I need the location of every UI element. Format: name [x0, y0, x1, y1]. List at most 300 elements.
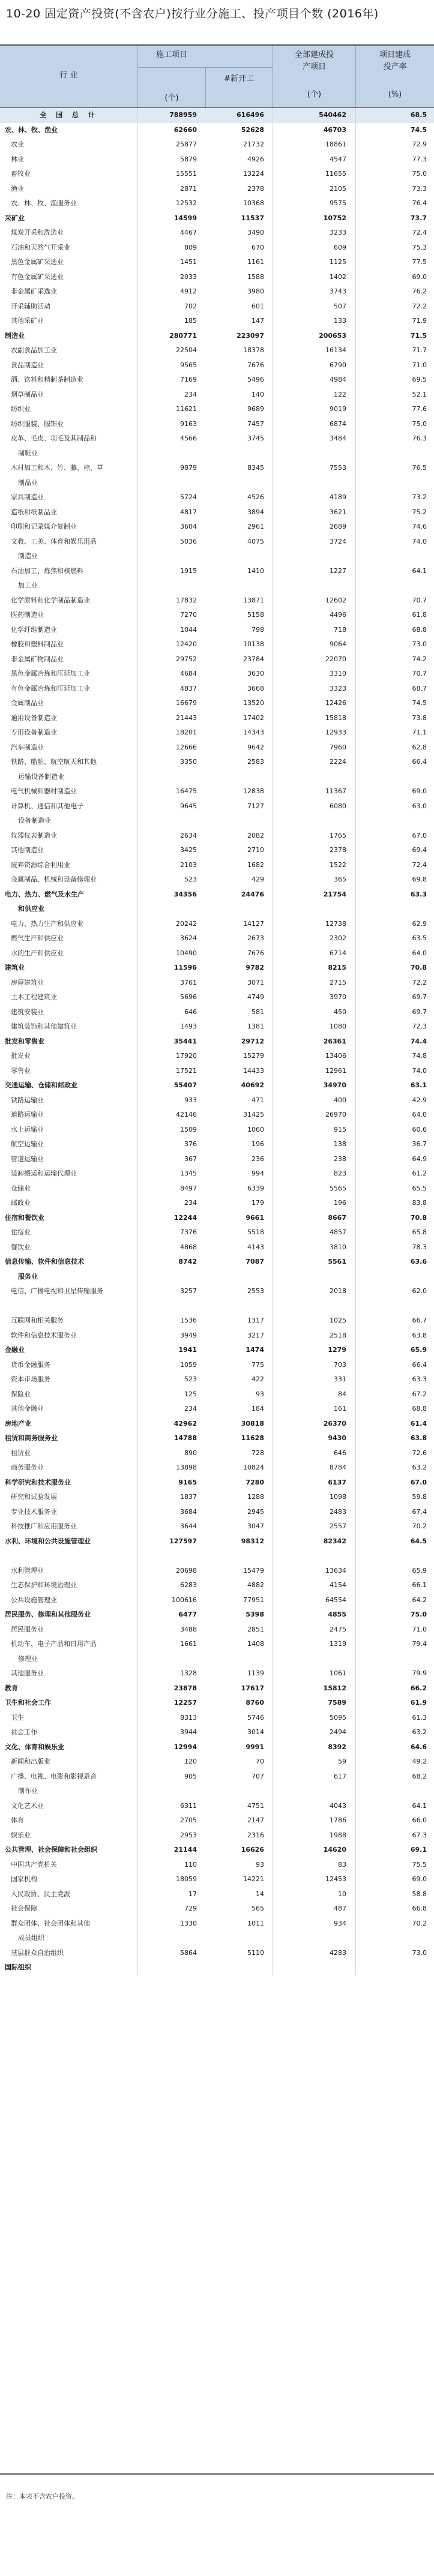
table-row	[0, 946, 434, 961]
table-row	[0, 1519, 434, 1534]
completion-rate-cell: 79.9	[412, 1669, 427, 1677]
completed-cell: 617	[334, 1772, 346, 1780]
table-row	[0, 123, 434, 138]
total-projects-cell: 809	[184, 243, 197, 251]
industry-name: 住宿和餐饮业	[5, 1213, 44, 1222]
industry-name: 林业	[11, 155, 24, 163]
newly-started-cell: 5496	[247, 376, 264, 383]
completion-rate-cell: 69.1	[410, 1846, 427, 1854]
industry-name: 木材加工和木、竹、藤、棕、草	[11, 464, 103, 472]
newly-started-cell: 93	[256, 1860, 264, 1869]
table-row	[0, 829, 434, 844]
table-row	[0, 196, 434, 211]
industry-name: 货币金融服务	[11, 1360, 50, 1369]
header-rate-label: 项目建成投产率	[379, 50, 411, 71]
industry-name: 其他服务业	[11, 1669, 44, 1677]
industry-name: 畜牧业	[11, 170, 31, 178]
newly-started-cell: 77951	[243, 1596, 264, 1604]
newly-started-cell: 2316	[247, 1831, 264, 1839]
completed-cell: 12933	[325, 728, 346, 736]
total-projects-cell: 1837	[180, 1493, 197, 1501]
table-row	[0, 799, 434, 814]
newly-started-cell: 23784	[243, 655, 264, 663]
completion-rate-cell: 66.7	[412, 1317, 427, 1324]
table-row	[0, 505, 434, 520]
industry-name: 仪器仪表制造业	[11, 831, 57, 839]
table-row	[0, 1637, 434, 1652]
newly-started-cell: 17402	[243, 713, 264, 722]
completed-cell: 200653	[319, 331, 346, 340]
industry-name: 电力、热力生产和供应业	[11, 919, 83, 928]
table-row	[0, 1299, 434, 1314]
total-projects-cell: 4868	[180, 1243, 197, 1251]
table-row	[0, 270, 434, 285]
completed-cell: 12602	[325, 596, 346, 604]
total-projects-cell: 8742	[178, 1258, 197, 1265]
completed-cell: 2689	[330, 523, 346, 530]
completion-rate-cell: 63.5	[412, 934, 427, 942]
newly-started-cell: 5110	[247, 1948, 264, 1957]
completion-rate-cell: 61.2	[412, 1169, 427, 1177]
table-header	[0, 46, 434, 108]
table-row	[0, 1402, 434, 1417]
completed-cell: 540462	[319, 111, 346, 119]
table-row	[0, 211, 434, 226]
completed-cell: 4043	[330, 1801, 346, 1810]
completed-cell: 450	[334, 1007, 346, 1016]
table-row	[0, 1166, 434, 1181]
table-row	[0, 358, 434, 373]
total-projects-cell: 1044	[180, 625, 197, 634]
total-projects-cell: 20242	[176, 919, 197, 928]
completed-cell: 3810	[330, 1243, 346, 1251]
completed-cell: 4154	[330, 1581, 346, 1589]
newly-started-cell: 4926	[247, 155, 264, 163]
table-row	[0, 1505, 434, 1520]
industry-name: 装卸搬运和运输代理业	[11, 1169, 77, 1177]
completed-cell: 16134	[325, 346, 346, 354]
completion-rate-cell: 64.9	[412, 1154, 427, 1163]
completion-rate-cell: 66.2	[410, 1684, 427, 1692]
total-projects-cell: 4684	[180, 670, 197, 677]
table-row	[0, 1446, 434, 1461]
table-row	[0, 388, 434, 403]
newly-started-cell: 70	[256, 1758, 264, 1765]
table-row	[0, 1711, 434, 1726]
completion-rate-cell: 71.9	[412, 317, 427, 325]
newly-started-cell: 1060	[247, 1125, 264, 1133]
table-row	[0, 1123, 434, 1138]
total-projects-cell: 12244	[173, 1213, 197, 1222]
table-row	[0, 535, 434, 550]
table-row	[0, 1314, 434, 1329]
total-projects-cell: 3644	[180, 1522, 197, 1530]
newly-started-cell: 2553	[247, 1287, 264, 1295]
total-projects-cell: 234	[184, 390, 197, 398]
completion-rate-cell: 74.2	[412, 655, 427, 663]
completion-rate-cell: 71.1	[412, 728, 427, 736]
completed-cell: 2224	[330, 758, 346, 766]
completion-rate-cell: 63.3	[410, 890, 427, 898]
total-projects-cell: 100616	[172, 1596, 197, 1604]
newly-started-cell: 4075	[247, 537, 264, 545]
total-projects-cell: 9879	[180, 464, 197, 472]
table-row	[0, 1593, 434, 1608]
completion-rate-cell: 69.7	[412, 1007, 427, 1016]
newly-started-cell: 3490	[247, 229, 264, 236]
table-row	[0, 1578, 434, 1593]
completion-rate-cell: 74.4	[410, 1037, 427, 1045]
completion-rate-cell: 65.8	[412, 1228, 427, 1236]
industry-name: 居民服务业	[11, 1625, 44, 1633]
completed-cell: 12453	[325, 1875, 346, 1883]
newly-started-cell: 10368	[243, 199, 264, 207]
newly-started-cell: 4749	[247, 993, 264, 1001]
newly-started-cell: 565	[252, 1905, 264, 1912]
newly-started-cell: 3630	[247, 670, 264, 677]
completion-rate-cell: 72.4	[412, 229, 427, 236]
newly-started-cell: 4143	[247, 1243, 264, 1251]
table-row	[0, 108, 434, 123]
table-row	[0, 1034, 434, 1049]
newly-started-cell: 10824	[243, 1464, 264, 1471]
industry-name: 批发和零售业	[5, 1037, 44, 1045]
newly-started-cell: 9642	[247, 743, 264, 751]
industry-name: 专用设备制造业	[11, 728, 57, 736]
completion-rate-cell: 71.0	[412, 1625, 427, 1633]
industry-name: 信息传输、软件和信息技术	[5, 1258, 84, 1265]
industry-name: 制造业	[5, 331, 25, 340]
header-completion-rate	[356, 46, 434, 111]
industry-name: 加工业	[18, 581, 38, 589]
industry-name: 其他金融业	[11, 1405, 44, 1413]
newly-started-cell: 3980	[247, 287, 264, 295]
industry-name: 广播、电视、电影和影视录音	[11, 1772, 97, 1780]
completed-cell: 2302	[330, 934, 346, 942]
completion-rate-cell: 63.2	[412, 1464, 427, 1471]
completed-cell: 3310	[330, 670, 346, 677]
total-projects-cell: 729	[184, 1905, 197, 1912]
table-row	[0, 1019, 434, 1034]
completion-rate-cell: 69.8	[412, 875, 427, 883]
total-projects-cell: 1536	[180, 1317, 197, 1324]
completion-rate-cell: 36.7	[412, 1140, 427, 1148]
completion-rate-cell: 73.8	[412, 713, 427, 722]
table-row	[0, 1240, 434, 1255]
table-row	[0, 1225, 434, 1240]
newly-started-cell: 3668	[247, 684, 264, 692]
newly-started-cell: 707	[252, 1772, 264, 1780]
total-projects-cell: 1941	[178, 1346, 197, 1354]
completed-cell: 400	[334, 1096, 346, 1104]
newly-started-cell: 9991	[246, 1743, 264, 1751]
completion-rate-cell: 63.3	[412, 1375, 427, 1383]
newly-started-cell: 196	[252, 1140, 264, 1148]
completed-cell: 133	[334, 317, 346, 325]
completed-cell: 1988	[330, 1831, 346, 1839]
total-projects-cell: 2953	[180, 1831, 197, 1839]
completion-rate-cell: 63.0	[412, 802, 427, 810]
table-row	[0, 1872, 434, 1887]
completed-cell: 487	[334, 1905, 346, 1912]
table-row	[0, 1784, 434, 1799]
completed-cell: 59	[338, 1758, 346, 1765]
newly-started-cell: 12838	[243, 787, 264, 795]
newly-started-cell: 616496	[237, 111, 264, 119]
industry-name: 科技推广和应用服务业	[11, 1522, 77, 1530]
completed-cell: 13634	[325, 1566, 346, 1575]
table-row	[0, 1770, 434, 1785]
newly-started-cell: 179	[252, 1199, 264, 1207]
completion-rate-cell: 77.6	[412, 405, 427, 413]
completion-rate-cell: 71.5	[410, 331, 427, 340]
completion-rate-cell: 75.3	[412, 243, 427, 251]
newly-started-cell: 93	[256, 1390, 264, 1398]
newly-started-cell: 728	[252, 1449, 264, 1457]
completion-rate-cell: 76.3	[412, 434, 427, 442]
completed-cell: 4189	[330, 493, 346, 501]
total-projects-cell: 3684	[180, 1507, 197, 1516]
industry-name: 修理业	[18, 1654, 38, 1663]
newly-started-cell: 9782	[246, 964, 264, 971]
total-projects-cell: 7169	[180, 376, 197, 383]
table-row	[0, 843, 434, 858]
completed-cell: 238	[334, 1154, 346, 1163]
table-row	[0, 1343, 434, 1358]
newly-started-cell: 422	[252, 1375, 264, 1383]
newly-started-cell: 1139	[247, 1669, 264, 1677]
completion-rate-cell: 58.8	[412, 1890, 427, 1898]
completed-cell: 8215	[328, 964, 346, 971]
newly-started-cell: 5158	[247, 611, 264, 619]
industry-name: 纺织业	[11, 405, 31, 413]
table-row	[0, 1461, 434, 1476]
completed-cell: 2518	[330, 1331, 346, 1339]
industry-name: 造纸和纸制品业	[11, 508, 57, 516]
industry-name: 土木工程建筑业	[11, 993, 57, 1001]
newly-started-cell: 16626	[241, 1846, 264, 1854]
industry-name: 有色金属冶炼和压延加工业	[11, 684, 90, 692]
newly-started-cell: 11628	[241, 1434, 264, 1442]
industry-name: 生态保护和环境治理业	[11, 1581, 77, 1589]
completion-rate-cell: 70.2	[412, 1522, 427, 1530]
table-row	[0, 1696, 434, 1711]
completion-rate-cell: 63.8	[410, 1434, 427, 1442]
total-projects-cell: 2033	[180, 272, 197, 281]
total-projects-cell: 125	[184, 1390, 197, 1398]
total-projects-cell: 4912	[180, 287, 197, 295]
table-row	[0, 1725, 434, 1740]
industry-name: 水利、环境和公共设施管理业	[5, 1537, 91, 1545]
completed-cell: 9064	[330, 640, 346, 648]
newly-started-cell: 6339	[247, 1184, 264, 1192]
table-row	[0, 314, 434, 329]
newly-started-cell: 7127	[247, 802, 264, 810]
completed-cell: 18861	[325, 140, 346, 148]
completed-cell: 15818	[325, 713, 346, 722]
total-projects-cell: 1451	[180, 258, 197, 266]
completion-rate-cell: 65.9	[410, 1346, 427, 1354]
completion-rate-cell: 65.5	[412, 1184, 427, 1192]
completed-cell: 6080	[330, 802, 346, 810]
newly-started-cell: 5746	[247, 1713, 264, 1722]
completion-rate-cell: 59.8	[412, 1493, 427, 1501]
total-projects-cell: 5864	[180, 1948, 197, 1957]
total-projects-cell: 3944	[180, 1728, 197, 1736]
completed-cell: 4283	[330, 1948, 346, 1957]
newly-started-cell: 2851	[247, 1625, 264, 1633]
newly-started-cell: 8760	[246, 1699, 264, 1707]
table-row	[0, 1181, 434, 1196]
total-projects-cell: 1059	[180, 1360, 197, 1369]
newly-started-cell: 4526	[247, 493, 264, 501]
completion-rate-cell: 61.9	[410, 1699, 427, 1707]
total-projects-cell: 523	[184, 875, 197, 883]
table-row	[0, 1137, 434, 1152]
completion-rate-cell: 67.4	[412, 1507, 427, 1516]
table-row	[0, 167, 434, 182]
completion-rate-cell: 66.8	[412, 1905, 427, 1912]
table-row	[0, 402, 434, 417]
newly-started-cell: 147	[252, 317, 264, 325]
newly-started-cell: 14433	[243, 1066, 264, 1075]
industry-name: 金属制品、机械和设备修理业	[11, 875, 97, 883]
completed-cell: 10	[338, 1890, 346, 1898]
total-projects-cell: 9645	[180, 802, 197, 810]
total-projects-cell: 1328	[180, 1669, 197, 1677]
table-row	[0, 1623, 434, 1638]
completion-rate-cell: 70.7	[412, 596, 427, 604]
newly-started-cell: 471	[252, 1096, 264, 1104]
newly-started-cell: 7676	[247, 361, 264, 369]
table-row	[0, 858, 434, 873]
table-row	[0, 902, 434, 917]
completed-cell: 6137	[328, 1478, 346, 1486]
table-row	[0, 1902, 434, 1917]
completion-rate-cell: 63.8	[412, 1331, 427, 1339]
total-projects-cell: 12994	[173, 1743, 197, 1751]
completed-cell: 9430	[328, 1434, 346, 1442]
completed-cell: 331	[334, 1375, 346, 1383]
completed-cell: 718	[334, 625, 346, 634]
industry-name: 水上运输业	[11, 1125, 44, 1133]
industry-name: 制作业	[18, 1787, 38, 1795]
industry-name: 娱乐业	[11, 1831, 31, 1839]
completion-rate-cell: 62.9	[412, 919, 427, 928]
newly-started-cell: 9661	[246, 1213, 264, 1222]
completed-cell: 1080	[330, 1022, 346, 1030]
total-projects-cell: 17	[188, 1890, 197, 1898]
newly-started-cell: 11537	[241, 214, 264, 222]
industry-name: 保险业	[11, 1390, 31, 1398]
completion-rate-cell: 65.9	[412, 1566, 427, 1575]
industry-name: 租赁和商务服务业	[5, 1434, 58, 1442]
industry-name: 煤炭开采和洗选业	[11, 229, 64, 236]
newly-started-cell: 1317	[247, 1317, 264, 1324]
completion-rate-cell: 76.5	[412, 464, 427, 472]
table-row	[0, 1608, 434, 1623]
total-projects-cell: 8497	[180, 1184, 197, 1192]
industry-name: 道路运输业	[11, 1111, 44, 1118]
table-row	[0, 1431, 434, 1446]
industry-name: 石油加工、炼焦和核燃料	[11, 566, 83, 575]
completion-rate-cell: 71.0	[412, 361, 427, 369]
page-title: 10-20 固定资产投资(不含农户)按行业分施工、投产项目个数 (2016年)	[6, 7, 379, 20]
industry-name: 居民服务、修理和其他服务业	[5, 1611, 91, 1618]
newly-started-cell: 7087	[246, 1258, 264, 1265]
industry-name: 黑色金属矿采选业	[11, 258, 64, 266]
completed-cell: 9019	[330, 405, 346, 413]
completed-cell: 1522	[330, 860, 346, 869]
completion-rate-cell: 69.0	[412, 787, 427, 795]
table-row	[0, 1652, 434, 1667]
newly-started-cell: 9689	[247, 405, 264, 413]
completed-cell: 8667	[328, 1213, 346, 1222]
total-projects-cell: 9163	[180, 419, 197, 428]
completed-cell: 5565	[330, 1184, 346, 1192]
completion-rate-cell: 66.1	[412, 1581, 427, 1589]
header-rate-unit: (%)	[388, 90, 402, 99]
newly-started-cell: 7457	[247, 419, 264, 428]
completed-cell: 14620	[323, 1846, 346, 1854]
newly-started-cell: 2147	[247, 1816, 264, 1824]
industry-name: 卫生	[11, 1713, 24, 1722]
industry-name: 纺织服装、服饰业	[11, 419, 64, 428]
industry-name: 其他制造业	[11, 846, 44, 854]
total-projects-cell: 6311	[180, 1801, 197, 1810]
table-row	[0, 1960, 434, 1975]
newly-started-cell: 2378	[247, 184, 264, 193]
total-projects-cell: 25877	[176, 140, 197, 148]
total-projects-cell: 1330	[180, 1919, 197, 1927]
total-projects-cell: 3604	[180, 523, 197, 530]
completed-cell: 2475	[330, 1625, 346, 1633]
table-row	[0, 1093, 434, 1108]
total-projects-cell: 7376	[180, 1228, 197, 1236]
completed-cell: 2018	[330, 1287, 346, 1295]
industry-name: 通用设备制造业	[11, 713, 57, 722]
table-row	[0, 241, 434, 256]
completion-rate-cell: 63.2	[412, 1728, 427, 1736]
column-divider	[137, 108, 138, 1975]
industry-name: 计算机、通信和其他电子	[11, 802, 83, 810]
table-row	[0, 652, 434, 667]
completed-cell: 2494	[330, 1728, 346, 1736]
total-projects-cell: 3257	[180, 1287, 197, 1295]
completed-cell: 2105	[330, 184, 346, 193]
completion-rate-cell: 60.6	[412, 1125, 427, 1133]
table-row	[0, 299, 434, 314]
total-projects-cell: 1493	[180, 1022, 197, 1030]
total-projects-cell: 22504	[176, 346, 197, 354]
industry-name: 文化艺术业	[11, 1801, 44, 1810]
industry-name: 铁路运输业	[11, 1096, 44, 1104]
completed-cell: 12426	[325, 699, 346, 707]
completed-cell: 34970	[323, 1081, 346, 1089]
newly-started-cell: 2945	[247, 1507, 264, 1516]
table-row	[0, 1858, 434, 1873]
newly-started-cell: 140	[252, 390, 264, 398]
table-row	[0, 711, 434, 726]
table-row	[0, 1078, 434, 1093]
table-row	[0, 1813, 434, 1828]
table-row	[0, 329, 434, 344]
total-projects-cell: 55407	[173, 1081, 197, 1089]
table-row	[0, 520, 434, 535]
newly-started-cell: 1474	[246, 1346, 264, 1354]
completion-rate-cell: 69.5	[412, 376, 427, 383]
completed-cell: 646	[334, 1449, 346, 1457]
